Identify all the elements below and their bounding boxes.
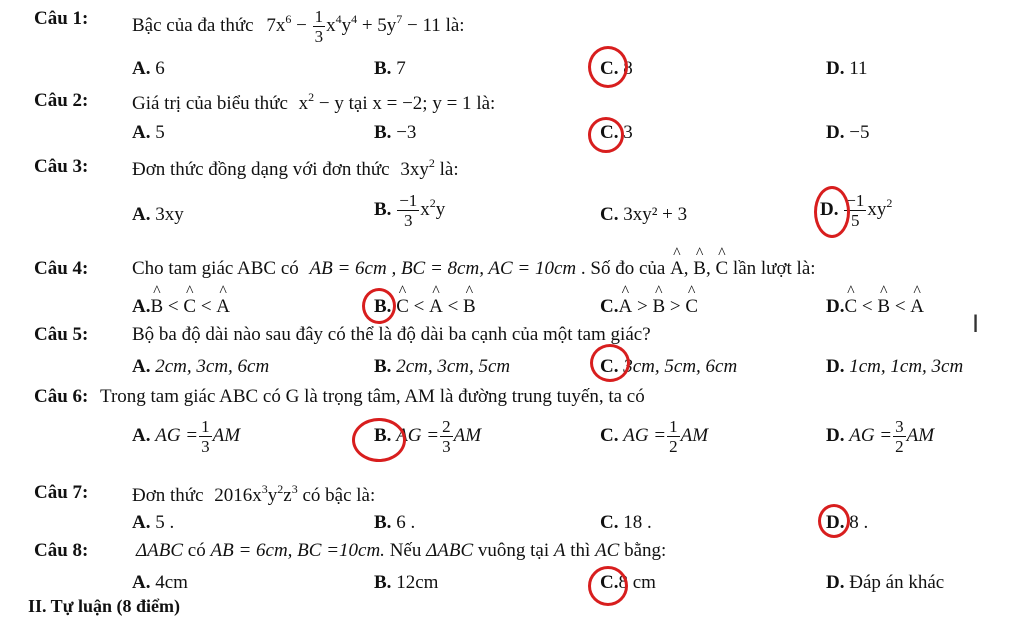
- question-2-suffix: là:: [476, 93, 496, 114]
- question-2-expression: $x^2 - y$: [298, 90, 344, 114]
- question-5-option-b[interactable]: B. 2cm, 3cm, 5cm: [374, 356, 511, 377]
- question-8-option-b[interactable]: B. 12cm: [374, 572, 439, 593]
- question-7-option-a[interactable]: A. 5 .: [132, 512, 175, 533]
- question-7-number: Câu 7:: [34, 482, 89, 503]
- question-5-option-c[interactable]: C. 3cm, 5cm, 6cm: [600, 356, 738, 377]
- question-8-bang: bằng:: [624, 540, 667, 561]
- question-8-option-c[interactable]: C.8 cm: [600, 572, 656, 593]
- question-4-option-b[interactable]: B. ^ C < ^ A < ^ B: [374, 296, 476, 318]
- question-4-option-d[interactable]: D.^ C < ^ B < ^ A: [826, 296, 924, 318]
- question-4-middle: . Số đo của: [580, 258, 666, 279]
- question-6-text: Trong tam giác ABC có G là trọng tâm, AM là đường trung tuyến, ta có: [100, 386, 645, 407]
- question-7-monomial: $2016x^3y^2z^3$: [214, 482, 298, 506]
- question-8-co: có: [187, 540, 206, 561]
- question-3-text: [132, 156, 459, 181]
- question-4-text: [132, 258, 816, 280]
- question-1-option-c[interactable]: C. 8: [600, 58, 633, 79]
- question-5-text: Bộ ba độ dài nào sau đây có thể là độ dài ba cạnh của một tam giác?: [132, 324, 651, 345]
- question-7-option-c[interactable]: C. 18 .: [600, 512, 652, 533]
- question-2-prefix: Giá trị của biểu thức: [132, 93, 288, 114]
- question-3-suffix: là:: [439, 159, 459, 180]
- question-2-number: Câu 2:: [34, 90, 89, 111]
- question-1-option-a[interactable]: A. 6: [132, 58, 165, 79]
- question-7-text: [132, 482, 375, 507]
- question-6-option-b[interactable]: B. AG = $\frac{2}{3}$ AM: [374, 417, 482, 456]
- question-8-number: Câu 8:: [34, 540, 89, 561]
- question-4-suffix: lần lượt là:: [732, 258, 816, 279]
- question-8-side: AC: [595, 540, 620, 561]
- question-7-option-d[interactable]: D. 8 .: [826, 512, 869, 533]
- question-4-prefix: Cho tam giác ABC có: [132, 258, 299, 279]
- question-1-text: [132, 8, 465, 45]
- question-8-lengths: AB = 6cm, BC =10cm.: [210, 540, 385, 561]
- question-4-angles: ^ A, ^ B, ^ C: [670, 258, 728, 279]
- question-8-option-a[interactable]: A. 4cm: [132, 572, 188, 593]
- essay-section-heading: II. Tự luận (8 điểm): [28, 596, 180, 616]
- question-2-text: [132, 90, 495, 115]
- question-3-number: Câu 3:: [34, 156, 89, 177]
- question-2-option-a[interactable]: A. 5: [132, 122, 165, 143]
- question-3-option-b[interactable]: B. $\frac{-1}{3}$ $x^2y$: [374, 191, 446, 230]
- question-4-lengths: AB = 6cm , BC = 8cm, AC = 10cm: [309, 258, 577, 279]
- question-8-option-d[interactable]: D. Đáp án khác: [826, 572, 945, 593]
- question-6-option-a[interactable]: A. AG = $\frac{1}{3}$ AM: [132, 417, 241, 456]
- question-8-triangle: ΔABC: [136, 540, 184, 561]
- question-8-neu: Nếu: [389, 540, 422, 561]
- question-4-option-c[interactable]: C.^ A > ^ B > ^ C: [600, 296, 698, 318]
- question-2-option-d[interactable]: D. −5: [826, 122, 870, 143]
- question-5-option-d[interactable]: D. 1cm, 1cm, 3cm: [826, 356, 964, 377]
- question-8-vertex: A: [553, 540, 566, 561]
- question-3-option-c[interactable]: C. 3xy² + 3: [600, 204, 688, 225]
- question-2-tai: tại: [348, 93, 368, 114]
- question-3-option-d[interactable]: D. $\frac{-1}{5}$ $xy^2$: [820, 191, 893, 230]
- question-8-text: [136, 540, 666, 562]
- question-3-option-a[interactable]: A. 3xy: [132, 204, 184, 225]
- question-1-option-d[interactable]: D. 11: [826, 58, 868, 79]
- question-7-option-b[interactable]: B. 6 .: [374, 512, 416, 533]
- question-5-option-a[interactable]: A. 2cm, 3cm, 6cm: [132, 356, 270, 377]
- question-8-thi: thì: [570, 540, 591, 561]
- question-4-number: Câu 4:: [34, 258, 89, 279]
- question-7-suffix: có bậc là:: [302, 485, 376, 506]
- question-2-option-b[interactable]: B. −3: [374, 122, 417, 143]
- question-1-prefix: Bậc của đa thức: [132, 14, 254, 36]
- text-cursor-icon: I: [972, 310, 980, 338]
- question-8-triangle-2: ΔABC: [426, 540, 474, 561]
- question-3-monomial: $3xy^2$: [400, 156, 435, 180]
- question-2-values: x = −2; y = 1: [372, 93, 472, 114]
- question-1-number: Câu 1:: [34, 8, 89, 29]
- question-6-number: Câu 6:: [34, 386, 89, 407]
- question-6-option-d[interactable]: D. AG = $\frac{3}{2}$ AM: [826, 417, 935, 456]
- question-7-prefix: Đơn thức: [132, 485, 204, 506]
- question-1-option-b[interactable]: B. 7: [374, 58, 406, 79]
- question-1-suffix: là:: [445, 14, 465, 36]
- question-3-prefix: Đơn thức đồng dạng với đơn thức: [132, 159, 390, 180]
- question-2-option-c[interactable]: C. 3: [600, 122, 633, 143]
- question-5-number: Câu 5:: [34, 324, 89, 345]
- question-1-polynomial: $7x^6$ − $\frac{1}{3}$ $x^4y^4 + 5y^7 - 11$: [266, 7, 441, 46]
- question-6-option-c[interactable]: C. AG = $\frac{1}{2}$ AM: [600, 417, 709, 456]
- question-4-option-a[interactable]: A.^ B < ^ C < ^ A: [132, 296, 230, 318]
- question-8-vuong: vuông tại: [477, 540, 550, 561]
